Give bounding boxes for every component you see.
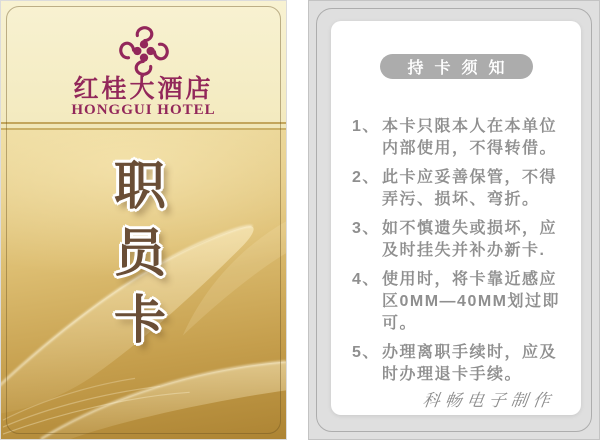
rule-line: 时办理退卡手续。: [382, 366, 523, 383]
rule-line: 区0MM—40MM划过即可。: [382, 293, 561, 332]
rule-line: 如不慎遗失或损坏，应: [382, 220, 558, 237]
notice-panel: [331, 21, 581, 415]
card-title-char-3: 卡: [113, 292, 166, 350]
rule-line: 本卡只限本人在本单位: [382, 118, 558, 135]
rule-number: 3、: [352, 220, 380, 237]
notice-rule-4: [352, 269, 563, 335]
rule-number: 2、: [352, 169, 380, 186]
front-card-header: [1, 1, 286, 122]
notice-rule-2: [352, 167, 563, 211]
rule-line: 此卡应妥善保管，不得: [382, 169, 558, 186]
rule-line: 使用时，将卡靠近感应: [382, 271, 558, 288]
rule-line: 及时挂失并补办新卡.: [382, 242, 546, 259]
hotel-pinwheel-logo-icon: [119, 26, 169, 76]
rule-number: 4、: [352, 271, 380, 288]
notice-rule-5: [352, 342, 563, 386]
employee-card-front: [0, 0, 287, 440]
card-title-char-2: 员: [113, 225, 166, 283]
notice-rules-list: [331, 116, 581, 386]
rule-line: 弄污、损坏、弯折。: [382, 191, 540, 208]
front-card-divider: [1, 122, 286, 130]
maker-signature: 科畅电子制作: [421, 391, 557, 411]
notice-title-pill: 持卡须知: [380, 54, 533, 79]
front-card-body: [1, 130, 286, 439]
notice-rule-3: [352, 218, 563, 262]
employee-card-back: [308, 0, 600, 440]
card-title-char-1: 职: [113, 158, 166, 216]
rule-line: 内部使用，不得转借。: [382, 140, 558, 157]
rule-line: 办理离职手续时，应及: [382, 344, 558, 361]
notice-rule-1: [352, 116, 563, 160]
hotel-name-english: HONGGUI HOTEL: [71, 102, 216, 118]
card-title-vertical: [114, 154, 166, 355]
rule-number: 5、: [352, 344, 380, 361]
rule-number: 1、: [352, 118, 380, 135]
hotel-name-chinese: 红桂大酒店: [73, 76, 214, 103]
